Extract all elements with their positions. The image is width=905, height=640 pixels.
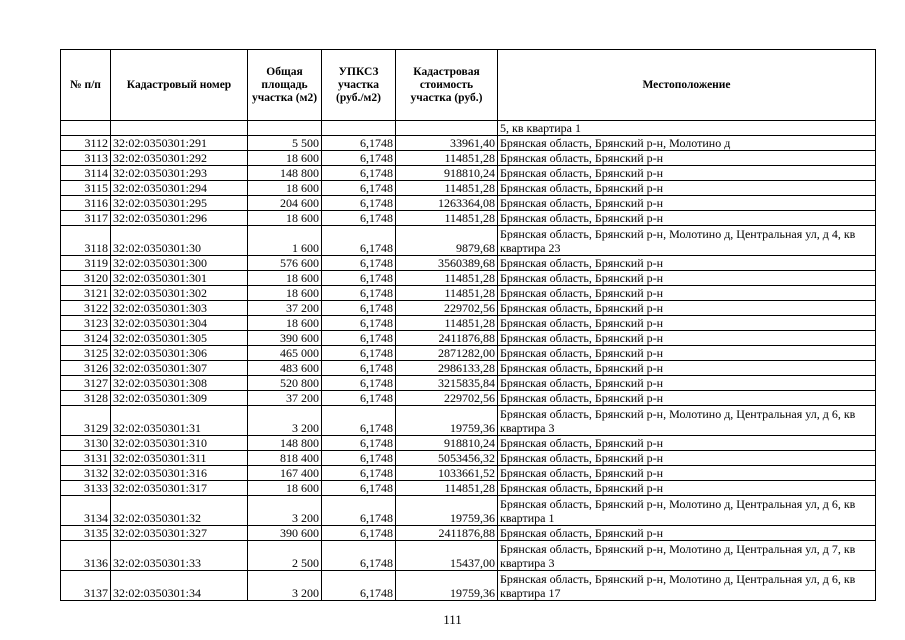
cell-cadastral-number: 32:02:0350301:296 (111, 211, 248, 226)
cell-cadastral-number: 32:02:0350301:34 (111, 571, 248, 601)
cell-cadastral-number: 32:02:0350301:316 (111, 466, 248, 481)
cell-upksz: 6,1748 (322, 541, 396, 571)
cell-cost: 229702,56 (396, 391, 498, 406)
cell-area: 3 200 (248, 496, 322, 526)
header-area: Общая площадь участка (м2) (248, 50, 322, 121)
table-row (61, 346, 876, 361)
cell-cost: 1263364,08 (396, 196, 498, 211)
cell-location: Брянская область, Брянский р-н (498, 271, 876, 286)
cell-area: 37 200 (248, 301, 322, 316)
cell-number: 3116 (61, 196, 111, 211)
cell-number: 3122 (61, 301, 111, 316)
cell-number: 3128 (61, 391, 111, 406)
cell-number: 3124 (61, 331, 111, 346)
cell-area: 18 600 (248, 181, 322, 196)
cell-cost: 19759,36 (396, 406, 498, 436)
cell-cost: 114851,28 (396, 181, 498, 196)
table-row (61, 286, 876, 301)
cell-upksz: 6,1748 (322, 496, 396, 526)
cell-upksz: 6,1748 (322, 436, 396, 451)
cell-cadastral-number: 32:02:0350301:301 (111, 271, 248, 286)
cell-upksz: 6,1748 (322, 481, 396, 496)
cell-location: Брянская область, Брянский р-н (498, 346, 876, 361)
cell-upksz: 6,1748 (322, 151, 396, 166)
table-row (61, 466, 876, 481)
cell-location: Брянская область, Брянский р-н, Молотино д (498, 136, 876, 151)
table-row (61, 211, 876, 226)
table-row (61, 226, 876, 256)
cell-cadastral-number: 32:02:0350301:292 (111, 151, 248, 166)
header-upksz: УПКСЗ участка (руб./м2) (322, 50, 396, 121)
table-row (61, 481, 876, 496)
cell-location: Брянская область, Брянский р-н (498, 436, 876, 451)
empty-cell (61, 121, 111, 136)
cell-cost: 114851,28 (396, 151, 498, 166)
cell-number: 3135 (61, 526, 111, 541)
cell-upksz: 6,1748 (322, 391, 396, 406)
cell-number: 3136 (61, 541, 111, 571)
cell-area: 465 000 (248, 346, 322, 361)
cell-upksz: 6,1748 (322, 256, 396, 271)
cell-area: 18 600 (248, 211, 322, 226)
table-row (61, 301, 876, 316)
table-row (61, 571, 876, 601)
cell-upksz: 6,1748 (322, 331, 396, 346)
cell-location: Брянская область, Брянский р-н (498, 526, 876, 541)
table-row (61, 541, 876, 571)
cell-number: 3132 (61, 466, 111, 481)
cell-cadastral-number: 32:02:0350301:327 (111, 526, 248, 541)
table-row (61, 496, 876, 526)
table-row (61, 136, 876, 151)
cell-area: 3 200 (248, 571, 322, 601)
cell-cadastral-number: 32:02:0350301:302 (111, 286, 248, 301)
cell-number: 3114 (61, 166, 111, 181)
cell-cadastral-number: 32:02:0350301:32 (111, 496, 248, 526)
cell-cadastral-number: 32:02:0350301:291 (111, 136, 248, 151)
cell-number: 3130 (61, 436, 111, 451)
cell-area: 2 500 (248, 541, 322, 571)
cell-upksz: 6,1748 (322, 571, 396, 601)
cell-upksz: 6,1748 (322, 271, 396, 286)
cell-number: 3120 (61, 271, 111, 286)
cell-number: 3119 (61, 256, 111, 271)
cell-location: Брянская область, Брянский р-н (498, 451, 876, 466)
cell-area: 18 600 (248, 151, 322, 166)
cadastral-table (60, 49, 876, 601)
cell-number: 3123 (61, 316, 111, 331)
cell-upksz: 6,1748 (322, 361, 396, 376)
cell-cost: 114851,28 (396, 316, 498, 331)
cell-number: 3115 (61, 181, 111, 196)
table-row (61, 451, 876, 466)
cell-number: 3113 (61, 151, 111, 166)
cell-upksz: 6,1748 (322, 376, 396, 391)
cell-location: Брянская область, Брянский р-н (498, 331, 876, 346)
cell-number: 3137 (61, 571, 111, 601)
cell-cadastral-number: 32:02:0350301:317 (111, 481, 248, 496)
cell-number: 3121 (61, 286, 111, 301)
cell-location: Брянская область, Брянский р-н, Молотино д, Центральная ул, д 6, кв квартира 1 (498, 496, 876, 526)
cell-upksz: 6,1748 (322, 211, 396, 226)
cell-location: Брянская область, Брянский р-н (498, 211, 876, 226)
continuation-row (61, 121, 876, 136)
table-row (61, 361, 876, 376)
cell-cost: 918810,24 (396, 166, 498, 181)
cell-area: 5 500 (248, 136, 322, 151)
cell-upksz: 6,1748 (322, 466, 396, 481)
cell-cost: 1033661,52 (396, 466, 498, 481)
cell-location: Брянская область, Брянский р-н (498, 481, 876, 496)
header-number: № п/п (61, 50, 111, 121)
cell-cadastral-number: 32:02:0350301:295 (111, 196, 248, 211)
cell-area: 18 600 (248, 271, 322, 286)
cell-area: 148 800 (248, 166, 322, 181)
cell-number: 3112 (61, 136, 111, 151)
cell-area: 390 600 (248, 526, 322, 541)
cell-cadastral-number: 32:02:0350301:309 (111, 391, 248, 406)
cell-area: 37 200 (248, 391, 322, 406)
cell-upksz: 6,1748 (322, 181, 396, 196)
cell-area: 818 400 (248, 451, 322, 466)
cell-location: Брянская область, Брянский р-н (498, 256, 876, 271)
cell-location: Брянская область, Брянский р-н (498, 166, 876, 181)
cell-upksz: 6,1748 (322, 316, 396, 331)
cell-cadastral-number: 32:02:0350301:294 (111, 181, 248, 196)
cell-cost: 114851,28 (396, 271, 498, 286)
table-row (61, 271, 876, 286)
cell-cadastral-number: 32:02:0350301:31 (111, 406, 248, 436)
cell-cost: 15437,00 (396, 541, 498, 571)
cell-area: 18 600 (248, 481, 322, 496)
cell-cost: 2871282,00 (396, 346, 498, 361)
cell-cost: 33961,40 (396, 136, 498, 151)
table-row (61, 196, 876, 211)
table-row (61, 391, 876, 406)
cell-number: 3133 (61, 481, 111, 496)
empty-cell (111, 121, 248, 136)
table-row (61, 406, 876, 436)
cell-cadastral-number: 32:02:0350301:306 (111, 346, 248, 361)
cell-cost: 3215835,84 (396, 376, 498, 391)
cell-number: 3127 (61, 376, 111, 391)
cell-location: Брянская область, Брянский р-н (498, 361, 876, 376)
header-row (61, 50, 876, 121)
cell-upksz: 6,1748 (322, 136, 396, 151)
cell-upksz: 6,1748 (322, 451, 396, 466)
cell-area: 167 400 (248, 466, 322, 481)
cell-area: 3 200 (248, 406, 322, 436)
cell-area: 18 600 (248, 316, 322, 331)
cell-cost: 114851,28 (396, 211, 498, 226)
cell-area: 390 600 (248, 331, 322, 346)
cell-upksz: 6,1748 (322, 166, 396, 181)
cell-cadastral-number: 32:02:0350301:310 (111, 436, 248, 451)
cell-cadastral-number: 32:02:0350301:303 (111, 301, 248, 316)
cell-cost: 5053456,32 (396, 451, 498, 466)
cell-location: Брянская область, Брянский р-н, Молотино д, Центральная ул, д 7, кв квартира 3 (498, 541, 876, 571)
cell-area: 520 800 (248, 376, 322, 391)
cell-number: 3117 (61, 211, 111, 226)
cell-cadastral-number: 32:02:0350301:33 (111, 541, 248, 571)
cell-cadastral-number: 32:02:0350301:293 (111, 166, 248, 181)
cell-location: Брянская область, Брянский р-н, Молотино д, Центральная ул, д 6, кв квартира 3 (498, 406, 876, 436)
table-row (61, 256, 876, 271)
cell-location: Брянская область, Брянский р-н (498, 466, 876, 481)
cell-location: Брянская область, Брянский р-н (498, 376, 876, 391)
header-location: Местоположение (498, 50, 876, 121)
table-row (61, 331, 876, 346)
table-row (61, 376, 876, 391)
cell-area: 1 600 (248, 226, 322, 256)
empty-cell (322, 121, 396, 136)
cell-cadastral-number: 32:02:0350301:304 (111, 316, 248, 331)
cell-cost: 2986133,28 (396, 361, 498, 376)
header-cadastral-number: Кадастровый номер (111, 50, 248, 121)
cell-cadastral-number: 32:02:0350301:308 (111, 376, 248, 391)
cell-location: Брянская область, Брянский р-н (498, 391, 876, 406)
cell-cost: 229702,56 (396, 301, 498, 316)
cell-location: Брянская область, Брянский р-н (498, 316, 876, 331)
cell-cost: 19759,36 (396, 571, 498, 601)
cell-number: 3131 (61, 451, 111, 466)
cell-area: 204 600 (248, 196, 322, 211)
cell-location: Брянская область, Брянский р-н (498, 286, 876, 301)
page-number: 111 (443, 612, 462, 627)
cell-cost: 114851,28 (396, 481, 498, 496)
cell-location: Брянская область, Брянский р-н (498, 151, 876, 166)
header-cost: Кадастровая стоимость участка (руб.) (396, 50, 498, 121)
cell-cadastral-number: 32:02:0350301:300 (111, 256, 248, 271)
table-row (61, 436, 876, 451)
continuation-location: 5, кв квартира 1 (498, 121, 876, 136)
cell-cost: 918810,24 (396, 436, 498, 451)
cell-upksz: 6,1748 (322, 196, 396, 211)
cell-location: Брянская область, Брянский р-н (498, 301, 876, 316)
cell-cost: 19759,36 (396, 496, 498, 526)
table-row (61, 316, 876, 331)
cell-number: 3129 (61, 406, 111, 436)
cell-upksz: 6,1748 (322, 286, 396, 301)
cell-cost: 2411876,88 (396, 331, 498, 346)
cell-cadastral-number: 32:02:0350301:305 (111, 331, 248, 346)
cell-number: 3118 (61, 226, 111, 256)
empty-cell (248, 121, 322, 136)
cell-number: 3125 (61, 346, 111, 361)
cell-cadastral-number: 32:02:0350301:307 (111, 361, 248, 376)
cell-location: Брянская область, Брянский р-н, Молотино д, Центральная ул, д 6, кв квартира 17 (498, 571, 876, 601)
cell-cost: 9879,68 (396, 226, 498, 256)
empty-cell (396, 121, 498, 136)
cell-cost: 3560389,68 (396, 256, 498, 271)
cell-cost: 114851,28 (396, 286, 498, 301)
table-row (61, 151, 876, 166)
cell-cadastral-number: 32:02:0350301:30 (111, 226, 248, 256)
cell-location: Брянская область, Брянский р-н (498, 181, 876, 196)
cell-upksz: 6,1748 (322, 406, 396, 436)
cell-cadastral-number: 32:02:0350301:311 (111, 451, 248, 466)
cell-location: Брянская область, Брянский р-н (498, 196, 876, 211)
cell-number: 3126 (61, 361, 111, 376)
cell-location: Брянская область, Брянский р-н, Молотино д, Центральная ул, д 4, кв квартира 23 (498, 226, 876, 256)
cell-number: 3134 (61, 496, 111, 526)
table-row (61, 526, 876, 541)
cell-upksz: 6,1748 (322, 226, 396, 256)
cell-cost: 2411876,88 (396, 526, 498, 541)
cell-area: 483 600 (248, 361, 322, 376)
cell-upksz: 6,1748 (322, 301, 396, 316)
table-row (61, 166, 876, 181)
cell-upksz: 6,1748 (322, 526, 396, 541)
cell-area: 18 600 (248, 286, 322, 301)
cell-area: 148 800 (248, 436, 322, 451)
cell-upksz: 6,1748 (322, 346, 396, 361)
table-row (61, 181, 876, 196)
cell-area: 576 600 (248, 256, 322, 271)
